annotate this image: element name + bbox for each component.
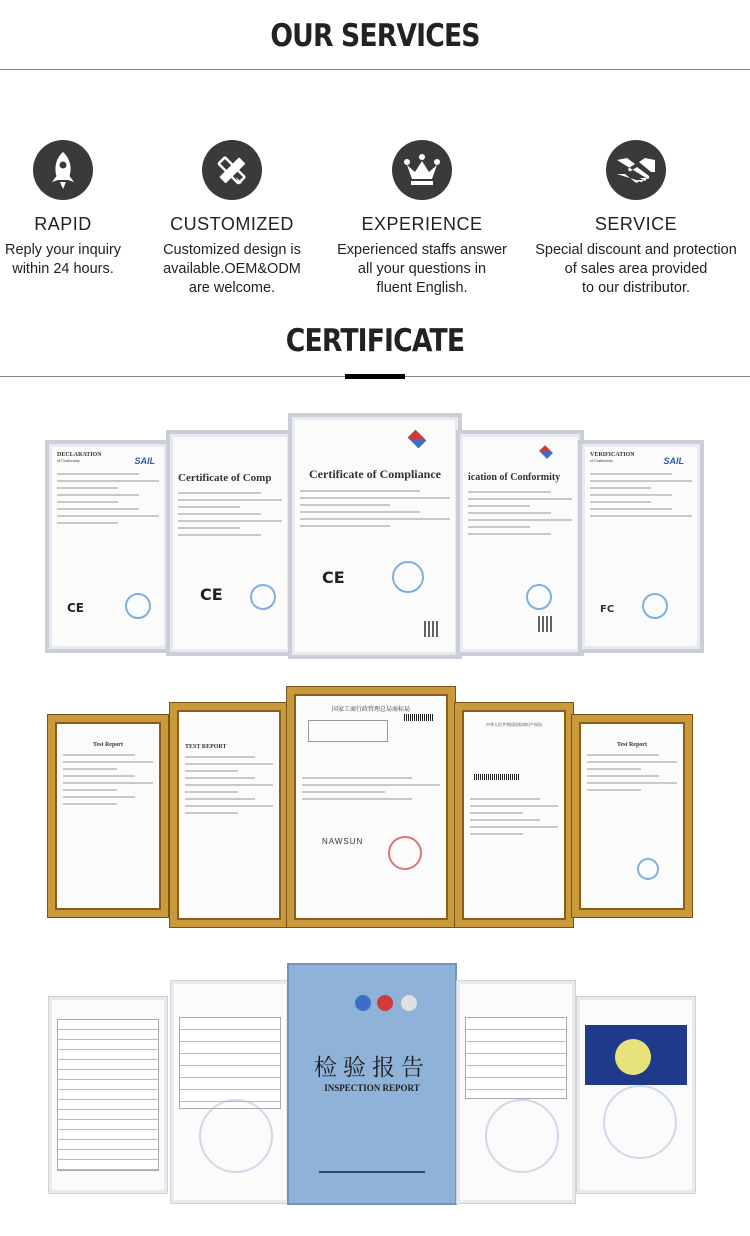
certificate-divider-accent xyxy=(345,374,405,379)
certificate-doc: DECLARATION of Conformity SAIL CE xyxy=(45,440,171,653)
certificate-doc: 国家工商行政管理总局商标局 NAWSUN xyxy=(287,687,455,927)
certificate-doc: Test Report xyxy=(48,715,168,917)
certificate-doc xyxy=(576,996,696,1194)
certificate-row-inspection xyxy=(0,960,750,1210)
service-title: RAPID xyxy=(34,214,92,234)
cover-title-en: INSPECTION REPORT xyxy=(324,1083,420,1093)
certificate-heading: CERTIFICATE xyxy=(285,323,465,359)
service-description: Reply your inquiry within 24 hours. xyxy=(4,242,122,277)
service-description: Special discount and protection of sales area provided to our distributor. xyxy=(535,242,737,296)
certificate-doc xyxy=(170,980,290,1204)
certificate-row-test-reports xyxy=(0,685,750,930)
rocket-icon xyxy=(33,140,93,200)
certificate-doc: Certificate of Compliance CE xyxy=(288,413,462,659)
certificate-doc: 中华人民共和国国家知识产权局 xyxy=(455,703,573,927)
service-customized xyxy=(138,140,326,298)
cover-title-cn: 检验报告 xyxy=(314,1055,430,1081)
certificate-doc: ication of Conformity xyxy=(456,430,584,656)
inspection-report-cover xyxy=(287,963,457,1205)
service-description: Customized design is available.OEM&ODM are welcome. xyxy=(163,242,301,296)
service-title: SERVICE xyxy=(594,214,678,234)
certificate-doc xyxy=(456,980,576,1204)
services-heading: OUR SERVICES xyxy=(270,18,480,54)
pencil-ruler-icon xyxy=(202,140,262,200)
certificate-doc: Test Report xyxy=(572,715,692,917)
certificate-doc: Certificate of Comp CE xyxy=(166,430,294,656)
service-support xyxy=(516,140,750,298)
service-title: EXPERIENCE xyxy=(361,214,483,234)
certificate-row-conformity xyxy=(0,410,750,655)
services-divider xyxy=(0,69,750,70)
service-experience xyxy=(328,140,516,298)
certificate-doc xyxy=(48,996,168,1194)
service-description: Experienced staffs answer all your questions in fluent English. xyxy=(337,242,507,296)
service-title: CUSTOMIZED xyxy=(170,214,294,234)
service-rapid xyxy=(0,140,157,279)
certificate-doc: VERIFICATION of Conformity SAIL FC xyxy=(578,440,704,653)
crown-icon xyxy=(392,140,452,200)
certificate-doc: TEST REPORT xyxy=(170,703,288,927)
handshake-icon xyxy=(606,140,666,200)
